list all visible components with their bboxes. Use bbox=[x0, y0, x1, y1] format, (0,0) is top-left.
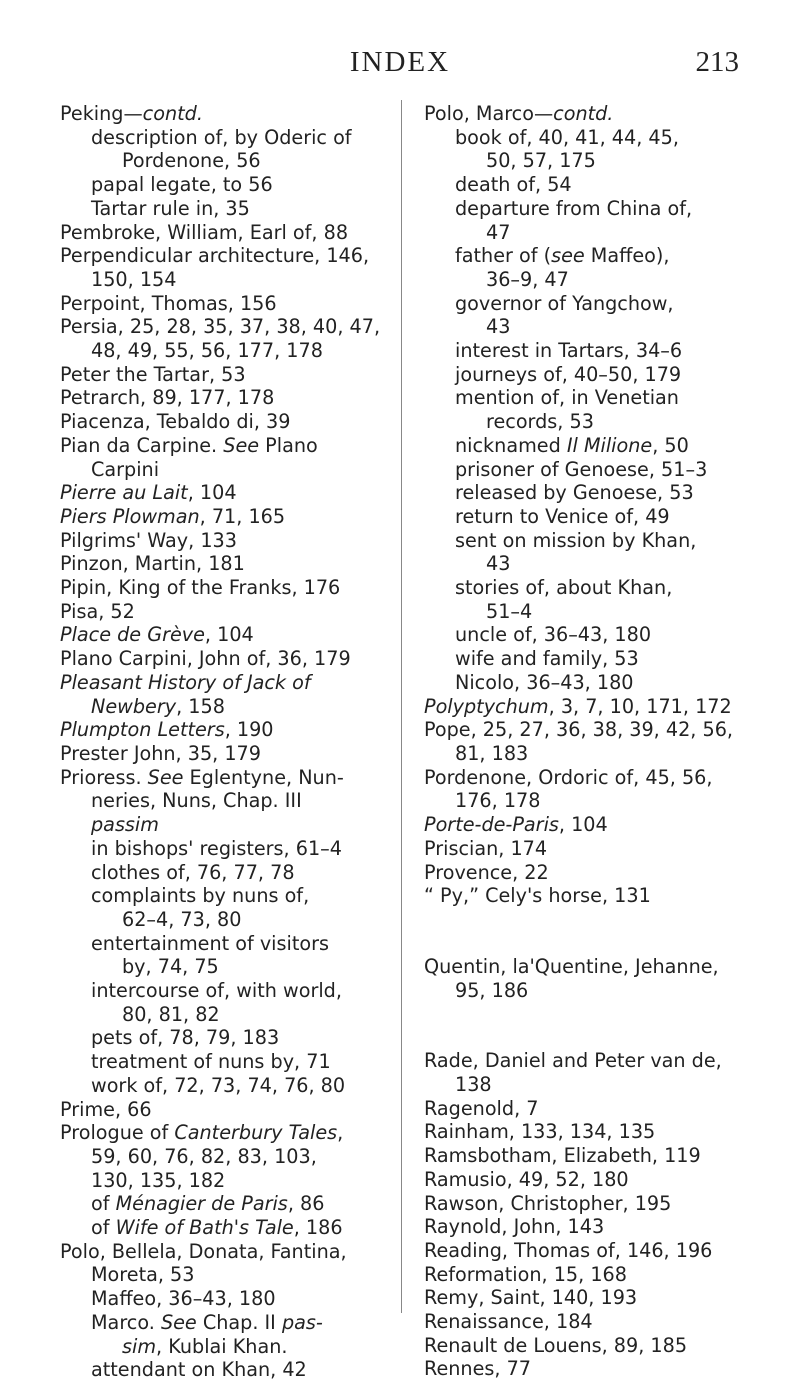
entry-text: Il Milione bbox=[566, 433, 653, 457]
entry-text: sim bbox=[122, 1334, 157, 1358]
entry-text: Ménagier de Paris bbox=[115, 1192, 288, 1216]
entry-text: departure from China of, bbox=[455, 196, 693, 220]
entry-text: intercourse of, with world, bbox=[91, 979, 342, 1003]
entry-text: Pipin, King of the Franks, 176 bbox=[60, 576, 341, 600]
entry-text: stories of, about Khan, bbox=[455, 576, 673, 600]
index-entry bbox=[60, 505, 390, 529]
entry-text: 81, 183 bbox=[455, 741, 529, 765]
entry-text: Newbery bbox=[91, 694, 177, 718]
entry-text: 43 bbox=[486, 552, 511, 576]
index-entry bbox=[424, 102, 764, 126]
page-title: INDEX bbox=[349, 46, 451, 78]
index-subentry bbox=[424, 197, 764, 221]
entry-text: Rawson, Christopher, 195 bbox=[424, 1191, 672, 1215]
entry-text: , 190 bbox=[224, 718, 274, 742]
entry-text: entertainment of visitors bbox=[91, 931, 329, 955]
index-entry bbox=[424, 695, 764, 719]
entry-text: Plumpton Letters bbox=[60, 718, 225, 742]
entry-text: Pinzon, Martin, 181 bbox=[60, 552, 245, 576]
entry-text: Pordenone, 56 bbox=[122, 149, 261, 173]
index-subentry bbox=[424, 149, 764, 173]
entry-text: , 50 bbox=[652, 433, 689, 457]
index-subentry bbox=[424, 1073, 764, 1097]
entry-text: , 104 bbox=[204, 623, 254, 647]
entry-text: Pordenone, Ordoric of, 45, 56, bbox=[424, 765, 713, 789]
index-subentry bbox=[424, 623, 764, 647]
entry-text: , Kublai Khan. bbox=[156, 1334, 288, 1358]
entry-text: 47 bbox=[486, 220, 511, 244]
index-subentry bbox=[60, 861, 390, 885]
index-subentry bbox=[60, 1358, 390, 1382]
entry-text: Prologue of bbox=[60, 1121, 175, 1145]
entry-text: nicknamed bbox=[455, 433, 567, 457]
index-entry bbox=[60, 766, 390, 790]
entry-text: Ragenold, 7 bbox=[424, 1096, 539, 1120]
entry-text: Pian da Carpine. bbox=[60, 433, 224, 457]
index-subentry bbox=[60, 1216, 390, 1240]
entry-text: , 86 bbox=[287, 1192, 325, 1216]
entry-text: Polyptychum bbox=[424, 694, 549, 718]
index-subentry bbox=[60, 1263, 390, 1287]
index-subentry bbox=[60, 813, 390, 837]
index-entry bbox=[424, 861, 764, 885]
entry-text: passim bbox=[91, 813, 159, 837]
entry-text: Tartar rule in, 35 bbox=[91, 196, 250, 220]
entry-text: released by Genoese, 53 bbox=[455, 481, 694, 505]
entry-text: Maffeo, 36–43, 180 bbox=[91, 1287, 276, 1311]
entry-text: Renault de Louens, 89, 185 bbox=[424, 1333, 688, 1357]
entry-text: Maffeo), bbox=[584, 244, 670, 268]
index-column-right bbox=[424, 102, 764, 1381]
index-subentry bbox=[424, 339, 764, 363]
index-subentry bbox=[424, 315, 764, 339]
index-subentry bbox=[424, 552, 764, 576]
entry-text: Perpoint, Thomas, 156 bbox=[60, 291, 277, 315]
index-entry bbox=[60, 410, 390, 434]
entry-text: , bbox=[337, 1121, 344, 1145]
index-entry bbox=[424, 718, 764, 742]
entry-text: , 104 bbox=[558, 813, 608, 837]
index-subentry bbox=[424, 244, 764, 268]
index-subentry bbox=[60, 908, 390, 932]
entry-text: Place de Grève bbox=[60, 623, 205, 647]
entry-text: in bishops' registers, 61–4 bbox=[91, 836, 342, 860]
entry-text: Plano Carpini, John of, 36, 179 bbox=[60, 647, 351, 671]
index-entry bbox=[424, 813, 764, 837]
entry-text: , 104 bbox=[187, 481, 237, 505]
entry-text: See bbox=[147, 765, 184, 789]
entry-text: 50, 57, 175 bbox=[486, 149, 596, 173]
entry-text: wife and family, 53 bbox=[455, 647, 639, 671]
entry-text: description of, by Oderic of bbox=[91, 125, 352, 149]
index-subentry bbox=[424, 671, 764, 695]
index-entry bbox=[60, 529, 390, 553]
entry-text: 80, 81, 82 bbox=[122, 1002, 220, 1026]
entry-text: Petrarch, 89, 177, 178 bbox=[60, 386, 275, 410]
index-subentry bbox=[60, 979, 390, 1003]
index-subentry bbox=[424, 126, 764, 150]
entry-text: death of, 54 bbox=[455, 173, 572, 197]
entry-text: Ramusio, 49, 52, 180 bbox=[424, 1167, 629, 1191]
index-subentry bbox=[60, 1050, 390, 1074]
entry-text: Provence, 22 bbox=[424, 860, 549, 884]
entry-text: 51–4 bbox=[486, 599, 533, 623]
index-subentry bbox=[60, 1169, 390, 1193]
entry-text: Moreta, 53 bbox=[91, 1263, 195, 1287]
index-entry bbox=[60, 221, 390, 245]
index-entry bbox=[60, 386, 390, 410]
index-subentry bbox=[424, 410, 764, 434]
entry-text: Piacenza, Tebaldo di, 39 bbox=[60, 410, 291, 434]
entry-text: Piers Plowman bbox=[60, 504, 200, 528]
index-subentry bbox=[424, 268, 764, 292]
entry-text: Rennes, 77 bbox=[424, 1357, 532, 1381]
index-subentry bbox=[424, 529, 764, 553]
index-entry bbox=[424, 766, 764, 790]
entry-text: Perpendicular architecture, 146, bbox=[60, 244, 370, 268]
index-subentry bbox=[424, 576, 764, 600]
page-number: 213 bbox=[695, 46, 739, 78]
index-entry bbox=[424, 1049, 764, 1073]
entry-text: interest in Tartars, 34–6 bbox=[455, 339, 683, 363]
section-gap bbox=[424, 908, 764, 955]
index-subentry bbox=[60, 149, 390, 173]
index-entry bbox=[424, 1215, 764, 1239]
index-entry bbox=[424, 837, 764, 861]
entry-text: 130, 135, 182 bbox=[91, 1168, 226, 1192]
entry-text: Quentin, la'Quentine, Jehanne, bbox=[424, 954, 719, 978]
entry-text: Persia, 25, 28, 35, 37, 38, 40, 47, bbox=[60, 315, 381, 339]
index-entry bbox=[60, 315, 390, 339]
index-entry bbox=[424, 1286, 764, 1310]
index-entry bbox=[424, 1120, 764, 1144]
index-subentry bbox=[424, 481, 764, 505]
index-subentry bbox=[424, 742, 764, 766]
index-subentry bbox=[60, 339, 390, 363]
index-entry bbox=[60, 647, 390, 671]
entry-text: Marco. bbox=[91, 1310, 161, 1334]
index-entry bbox=[424, 1310, 764, 1334]
index-entry bbox=[60, 1240, 390, 1264]
entry-text: prisoner of Genoese, 51–3 bbox=[455, 457, 708, 481]
index-entry bbox=[424, 1097, 764, 1121]
index-entry bbox=[60, 292, 390, 316]
entry-text: mention of, in Venetian bbox=[455, 386, 679, 410]
entry-text: Canterbury Tales bbox=[174, 1121, 338, 1145]
entry-text: book of, 40, 41, 44, 45, bbox=[455, 125, 679, 149]
entry-text: Peter the Tartar, 53 bbox=[60, 362, 246, 386]
index-entry bbox=[60, 576, 390, 600]
entry-text: Plano bbox=[259, 433, 318, 457]
index-entry bbox=[424, 1239, 764, 1263]
entry-text: journeys of, 40–50, 179 bbox=[455, 362, 682, 386]
entry-text: 138 bbox=[455, 1073, 492, 1097]
entry-text: Prime, 66 bbox=[60, 1097, 152, 1121]
entry-text: Ramsbotham, Elizabeth, 119 bbox=[424, 1144, 701, 1168]
index-entry bbox=[424, 1357, 764, 1381]
entry-text: 36–9, 47 bbox=[486, 267, 569, 291]
index-entry bbox=[60, 481, 390, 505]
index-subentry bbox=[424, 221, 764, 245]
entry-text: , 71, 165 bbox=[199, 504, 286, 528]
entry-text: Carpini bbox=[91, 457, 160, 481]
entry-text: Pilgrims' Way, 133 bbox=[60, 528, 237, 552]
index-column-left bbox=[60, 102, 390, 1382]
entry-text: Rainham, 133, 134, 135 bbox=[424, 1120, 656, 1144]
entry-text: Pembroke, William, Earl of, 88 bbox=[60, 220, 349, 244]
entry-text: governor of Yangchow, bbox=[455, 291, 674, 315]
entry-text: Eglentyne, Nun- bbox=[183, 765, 344, 789]
index-subentry bbox=[60, 932, 390, 956]
index-subentry bbox=[60, 126, 390, 150]
entry-text: Raynold, John, 143 bbox=[424, 1215, 605, 1239]
index-entry bbox=[424, 1168, 764, 1192]
index-entry bbox=[60, 102, 390, 126]
index-subentry bbox=[60, 173, 390, 197]
index-subentry bbox=[424, 458, 764, 482]
index-entry bbox=[424, 1192, 764, 1216]
entry-text: Prioress. bbox=[60, 765, 148, 789]
entry-text: contd. bbox=[553, 102, 614, 125]
entry-text: Peking— bbox=[60, 102, 143, 125]
entry-text: 95, 186 bbox=[455, 978, 529, 1002]
index-entry bbox=[424, 1263, 764, 1287]
index-subentry bbox=[424, 979, 764, 1003]
entry-text: See bbox=[160, 1310, 197, 1334]
index-subentry bbox=[60, 1287, 390, 1311]
entry-text: Pope, 25, 27, 36, 38, 39, 42, 56, bbox=[424, 718, 734, 742]
entry-text: pets of, 78, 79, 183 bbox=[91, 1026, 280, 1050]
index-subentry bbox=[60, 1335, 390, 1359]
entry-text: Priscian, 174 bbox=[424, 836, 548, 860]
index-entry bbox=[60, 434, 390, 458]
entry-text: Pisa, 52 bbox=[60, 599, 135, 623]
entry-text: Nicolo, 36–43, 180 bbox=[455, 670, 634, 694]
entry-text: neries, Nuns, Chap. III bbox=[91, 789, 302, 813]
entry-text: 150, 154 bbox=[91, 267, 177, 291]
index-entry bbox=[424, 1334, 764, 1358]
entry-text: Reading, Thomas of, 146, 196 bbox=[424, 1238, 713, 1262]
entry-text: complaints by nuns of, bbox=[91, 884, 310, 908]
index-subentry bbox=[424, 363, 764, 387]
index-entry bbox=[424, 955, 764, 979]
index-entry bbox=[60, 671, 390, 695]
entry-text: , 158 bbox=[176, 694, 225, 718]
entry-text: 62–4, 73, 80 bbox=[122, 907, 242, 931]
index-subentry bbox=[60, 955, 390, 979]
entry-text: work of, 72, 73, 74, 76, 80 bbox=[91, 1073, 346, 1097]
entry-text: return to Venice of, 49 bbox=[455, 504, 670, 528]
entry-text: sent on mission by Khan, bbox=[455, 528, 697, 552]
entry-text: of bbox=[91, 1216, 116, 1240]
index-entry bbox=[60, 718, 390, 742]
section-gap bbox=[424, 1002, 764, 1049]
index-entry bbox=[424, 884, 764, 908]
column-divider bbox=[401, 100, 402, 1313]
index-subentry bbox=[60, 268, 390, 292]
entry-text: of bbox=[91, 1192, 116, 1216]
entry-text: by, 74, 75 bbox=[122, 955, 219, 979]
entry-text: 43 bbox=[486, 315, 511, 339]
index-subentry bbox=[424, 789, 764, 813]
entry-text: Remy, Saint, 140, 193 bbox=[424, 1286, 638, 1310]
entry-text: 48, 49, 55, 56, 177, 178 bbox=[91, 339, 323, 363]
index-subentry bbox=[424, 600, 764, 624]
index-entry bbox=[60, 742, 390, 766]
entry-text: attendant on Khan, 42 bbox=[91, 1358, 307, 1382]
index-subentry bbox=[60, 837, 390, 861]
entry-text: papal legate, to 56 bbox=[91, 173, 273, 197]
index-subentry bbox=[60, 1003, 390, 1027]
entry-text: , 186 bbox=[293, 1216, 343, 1240]
index-subentry bbox=[60, 1026, 390, 1050]
entry-text: Pleasant History of Jack of bbox=[60, 670, 311, 694]
index-subentry bbox=[424, 647, 764, 671]
index-entry bbox=[60, 552, 390, 576]
index-subentry bbox=[424, 434, 764, 458]
index-entry bbox=[60, 600, 390, 624]
entry-text: records, 53 bbox=[486, 410, 594, 434]
entry-text: Renaissance, 184 bbox=[424, 1310, 593, 1334]
entry-text: Pierre au Lait bbox=[60, 481, 188, 505]
entry-text: Reformation, 15, 168 bbox=[424, 1262, 627, 1286]
index-subentry bbox=[60, 1074, 390, 1098]
entry-text: uncle of, 36–43, 180 bbox=[455, 623, 652, 647]
index-entry bbox=[424, 1144, 764, 1168]
index-entry bbox=[60, 1121, 390, 1145]
entry-text: treatment of nuns by, 71 bbox=[91, 1050, 331, 1074]
entry-text: , 3, 7, 10, 171, 172 bbox=[548, 694, 732, 718]
index-subentry bbox=[424, 505, 764, 529]
index-subentry bbox=[60, 1192, 390, 1216]
index-subentry bbox=[60, 789, 390, 813]
index-subentry bbox=[60, 1311, 390, 1335]
entry-text: Porte-de-Paris bbox=[424, 813, 559, 837]
entry-text: Wife of Bath's Tale bbox=[115, 1216, 294, 1240]
index-subentry bbox=[424, 173, 764, 197]
page-header bbox=[0, 46, 800, 86]
entry-text: see bbox=[551, 244, 585, 268]
entry-text: 176, 178 bbox=[455, 789, 541, 813]
index-subentry bbox=[60, 695, 390, 719]
entry-text: clothes of, 76, 77, 78 bbox=[91, 860, 295, 884]
index-entry bbox=[60, 1098, 390, 1122]
index-subentry bbox=[60, 458, 390, 482]
index-subentry bbox=[424, 292, 764, 316]
entry-text: Polo, Marco— bbox=[424, 102, 554, 125]
entry-text: Polo, Bellela, Donata, Fantina, bbox=[60, 1239, 347, 1263]
entry-text: Prester John, 35, 179 bbox=[60, 741, 261, 765]
index-entry bbox=[60, 363, 390, 387]
entry-text: pas- bbox=[281, 1310, 323, 1334]
index-entry bbox=[60, 244, 390, 268]
index-subentry bbox=[424, 386, 764, 410]
index-subentry bbox=[60, 1145, 390, 1169]
entry-text: father of ( bbox=[455, 244, 552, 268]
index-entry bbox=[60, 623, 390, 647]
entry-text: “ Py,” Cely's horse, 131 bbox=[424, 884, 651, 908]
entry-text: 59, 60, 76, 82, 83, 103, bbox=[91, 1144, 317, 1168]
index-subentry bbox=[60, 884, 390, 908]
entry-text: See bbox=[223, 433, 260, 457]
entry-text: Chap. II bbox=[196, 1310, 282, 1334]
entry-text: Rade, Daniel and Peter van de, bbox=[424, 1049, 722, 1073]
entry-text: contd. bbox=[142, 102, 203, 125]
index-subentry bbox=[60, 197, 390, 221]
